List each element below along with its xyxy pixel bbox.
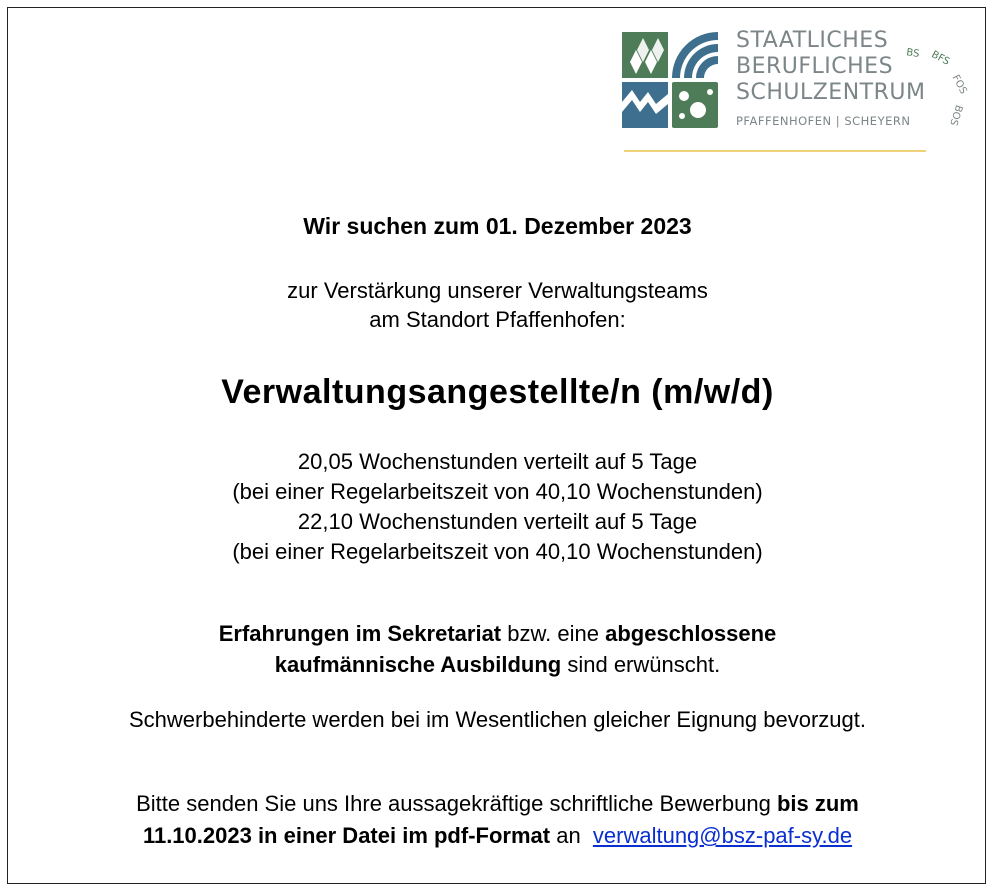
apply-deadline-prefix: bis zum — [776, 791, 859, 816]
school-types-arc — [902, 36, 982, 136]
school-logo — [620, 26, 982, 156]
hours-line3: 22,10 Wochenstunden verteilt auf 5 Tage — [297, 509, 698, 534]
disability-note: Schwerbehinderte werden bei im Wesentlichen gleicher Eignung bevorzugt. — [128, 707, 867, 732]
logo-title-line2: BERUFLICHES — [736, 54, 894, 79]
application-instructions — [30, 788, 965, 852]
req-training: kaufmännische Ausbildung — [274, 652, 562, 677]
school-type-fos: FOS — [949, 73, 969, 96]
logo-title-line3: SCHULZENTRUM — [736, 80, 926, 105]
hours-line4: (bei einer Regelarbeitszeit von 40,10 Wochenstunden) — [232, 539, 763, 564]
req-experience: Erfahrungen im Sekretariat — [218, 621, 502, 646]
headline: Wir suchen zum 01. Dezember 2023 — [303, 213, 692, 239]
school-type-bs: BS — [905, 47, 921, 60]
logo-title-line1: STAATLICHES — [736, 28, 889, 53]
requirements — [30, 618, 965, 680]
req-connector: bzw. eine — [501, 621, 606, 646]
intro-line1: zur Verstärkung unserer Verwaltungsteams — [287, 278, 708, 303]
logo-underline — [624, 150, 926, 152]
school-emblem-icon — [620, 30, 720, 130]
req-desired: sind erwünscht. — [561, 652, 721, 677]
working-hours — [30, 447, 965, 567]
position-title: Verwaltungsangestellte/n (m/w/d) — [221, 373, 774, 411]
school-type-bos: BOS — [947, 103, 965, 127]
apply-text: Bitte senden Sie uns Ihre aussagekräftige schriftliche Bewerbung — [136, 791, 777, 816]
apply-connector: an — [550, 823, 593, 848]
req-completed: abgeschlossene — [605, 621, 777, 646]
school-type-bfs: BFS — [929, 49, 952, 68]
hours-line2: (bei einer Regelarbeitszeit von 40,10 Wochenstunden) — [232, 479, 763, 504]
email-link[interactable]: verwaltung@bsz-paf-sy.de — [592, 823, 853, 848]
logo-title — [736, 28, 925, 106]
hours-line1: 20,05 Wochenstunden verteilt auf 5 Tage — [297, 449, 698, 474]
logo-subtitle: PFAFFENHOFEN | SCHEYERN — [736, 114, 911, 128]
intro-line2: am Standort Pfaffenhofen: — [369, 307, 626, 332]
apply-deadline: 11.10.2023 in einer Datei im pdf-Format — [142, 823, 551, 848]
intro-text — [30, 276, 965, 334]
